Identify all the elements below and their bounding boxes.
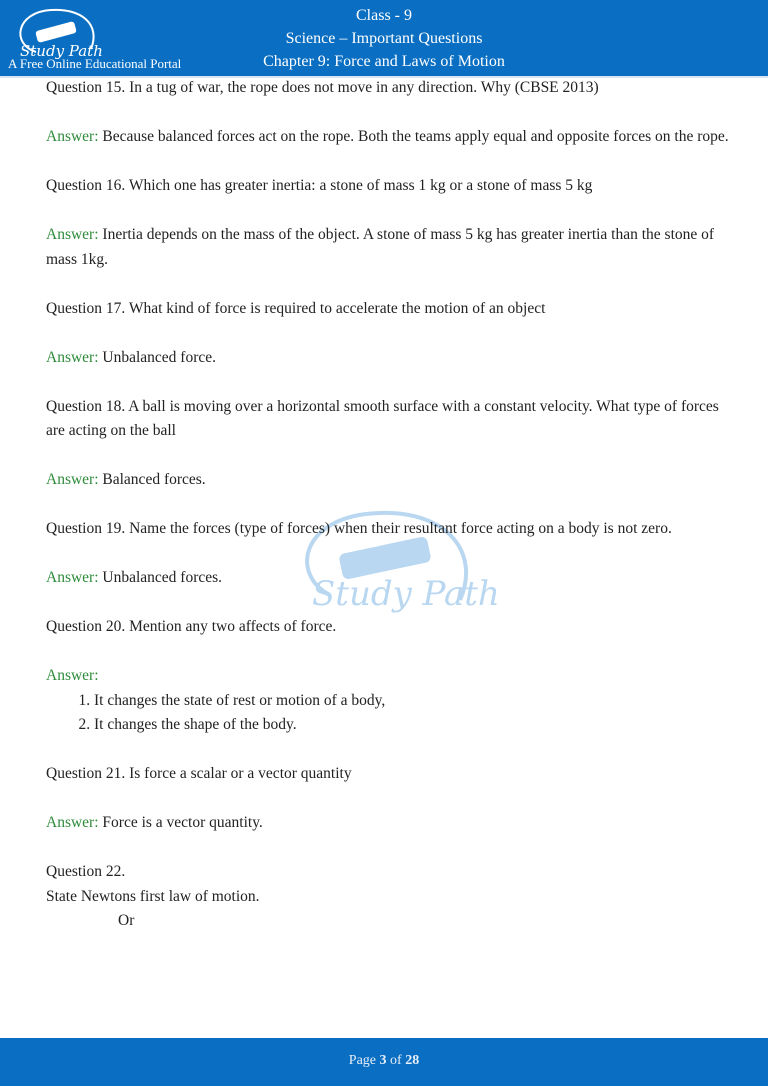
answer-17 — [46, 346, 736, 371]
text: Unbalanced forces. — [98, 569, 223, 586]
answer-label: Answer: — [46, 471, 99, 488]
text: In a tug of war, the rope does not move in any direction. Why (CBSE 2013) — [125, 79, 599, 96]
list-item: 1. It changes the state of rest or motion of a body, — [94, 689, 736, 714]
tagline: A Free Online Educational Portal — [8, 56, 182, 71]
answer-20 — [46, 664, 736, 738]
page-total: 28 — [405, 1053, 420, 1068]
questions-content — [46, 76, 736, 934]
text: Because balanced forces act on the rope. Both the teams apply equal and opposite forces on the rope. — [98, 128, 729, 145]
text: Is force a scalar or a vector quantity — [125, 765, 352, 782]
question-15 — [46, 76, 736, 101]
page-word: Page — [348, 1053, 377, 1068]
question-label: Question 16. — [46, 177, 126, 194]
text: Balanced forces. — [98, 471, 206, 488]
question-label: Question 17. — [46, 299, 126, 317]
subject-title: Science – Important Questions — [285, 30, 483, 47]
svg-text:Study Path: Study Path — [312, 574, 500, 614]
list-item: 2. It changes the shape of the body. — [94, 713, 736, 738]
text: Mention any two affects of force. — [125, 618, 337, 635]
answer-label: Answer: — [46, 667, 99, 684]
question-label: Question 20. — [46, 618, 126, 635]
or-label: Or — [118, 912, 135, 929]
class-title: Class - 9 — [356, 7, 412, 24]
text: Force is a vector quantity. — [98, 814, 263, 831]
question-label: Question 19. — [46, 520, 126, 537]
page-footer — [0, 1038, 768, 1086]
answer-label: Answer: — [46, 814, 99, 831]
answer-label: Answer: — [46, 569, 99, 586]
question-label: Question 21. — [46, 765, 126, 782]
text: A ball is moving over a horizontal smooth surface with a constant velocity. What type of forces are acting on the ball — [46, 397, 719, 439]
question-18 — [46, 395, 736, 444]
question-22 — [46, 860, 736, 934]
answer-18 — [46, 468, 736, 493]
text: Name the forces (type of forces) when their resultant force acting on a body is not zero. — [125, 520, 672, 537]
answer-label: Answer: — [46, 128, 99, 145]
answer-16 — [46, 223, 736, 272]
question-19 — [46, 517, 736, 542]
question-label: Question 22. — [46, 863, 126, 880]
answer-label: Answer: — [46, 348, 99, 366]
question-17 — [46, 297, 736, 322]
answer-21 — [46, 811, 736, 836]
page-header — [0, 0, 768, 78]
chapter-title: Chapter 9: Force and Laws of Motion — [263, 53, 505, 70]
answer-20-list — [46, 689, 736, 738]
page-number: 3 — [379, 1053, 387, 1068]
question-label: Question 15. — [46, 79, 126, 96]
of-word: of — [390, 1053, 402, 1068]
text: Unbalanced force. — [98, 348, 217, 366]
text: Which one has greater inertia: a stone of mass 1 kg or a stone of mass 5 kg — [125, 177, 593, 194]
text: State Newtons first law of motion. — [46, 887, 260, 905]
answer-label: Answer: — [46, 226, 99, 243]
question-21 — [46, 762, 736, 787]
question-20 — [46, 615, 736, 640]
question-label: Question 18. — [46, 397, 126, 415]
answer-19 — [46, 566, 736, 591]
text: What kind of force is required to accelerate the motion of an object — [125, 299, 546, 317]
text: Inertia depends on the mass of the object. A stone of mass 5 kg has greater inertia than the stone of mass 1kg. — [46, 226, 715, 268]
answer-15 — [46, 125, 736, 150]
svg-text:Study Path: Study Path — [20, 42, 103, 60]
question-16 — [46, 174, 736, 199]
